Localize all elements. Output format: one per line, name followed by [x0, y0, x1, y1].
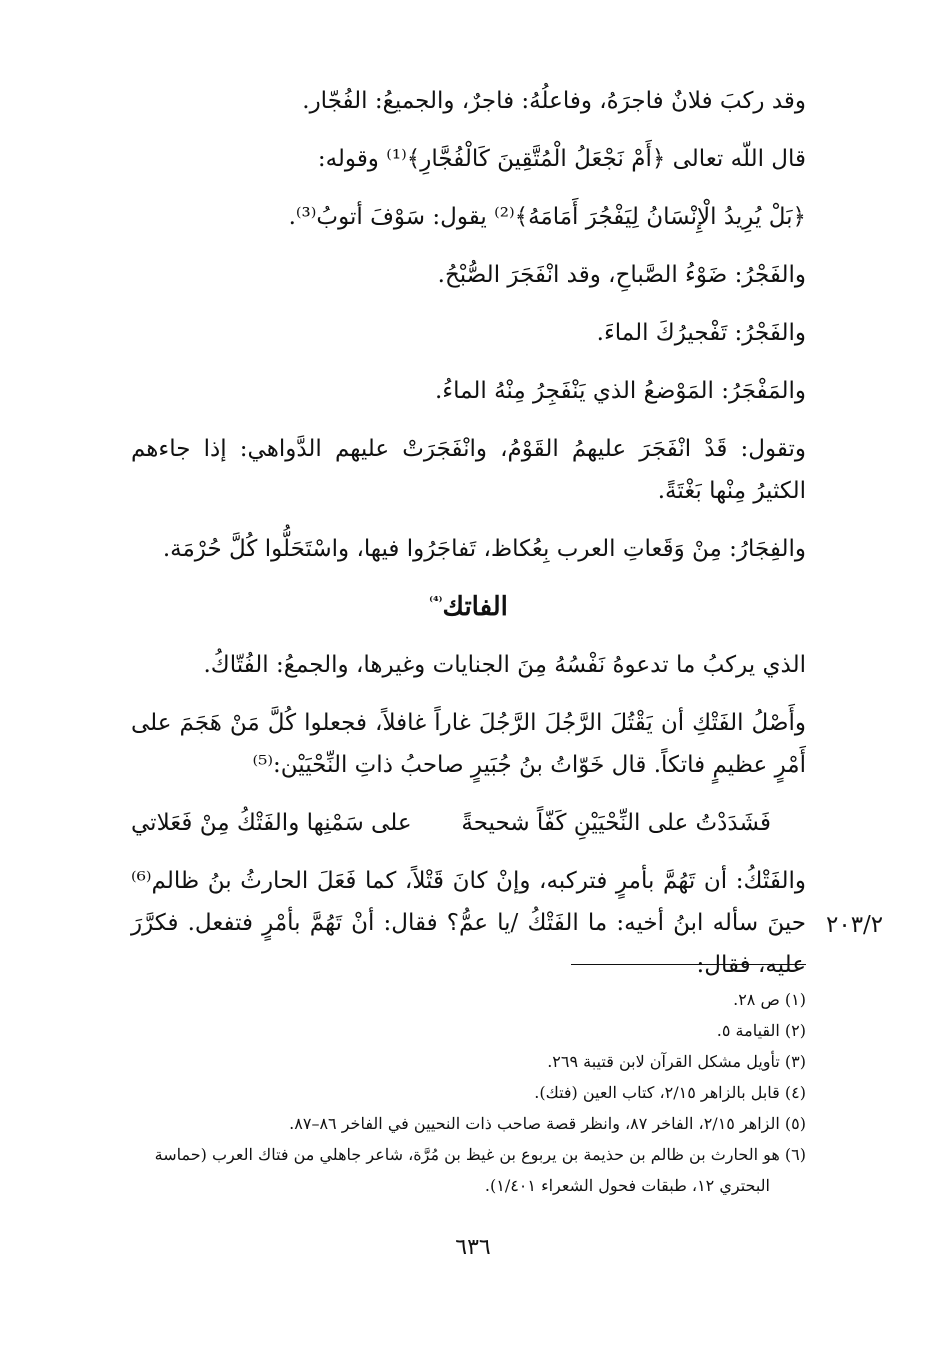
footnote: (٦) هو الحارث بن ظالم بن حذيمة بن يربوع بن غيظ بن مُرَّة، شاعر جاهلي من فتاك العرب (حماسة	[154, 1145, 806, 1164]
paragraph: وتقول: قَدْ انْفَجَرَ عليهمُ القَوْمُ، وانْفَجَرَتْ عليهم الدَّواهي: إذا جاءهم الكثيرُ مِنْها بَغْتَةً.	[131, 436, 806, 504]
footnote: (٤) قابل بالزاهر ٢/١٥، كتاب العين (فتك).	[534, 1083, 806, 1102]
verse-second-hemistich: على سَمْنِها والفَتْكُ مِنْ فَعَلاتي	[131, 810, 412, 836]
poetry-verse	[131, 794, 806, 852]
footnotes	[71, 984, 806, 1201]
heading-footnote-ref: ⁽⁴⁾	[429, 594, 443, 610]
footnote: (٥) الزاهر ٢/١٥، الفاخر ٨٧، وانظر قصة صاحب ذات النحيين في الفاخر ٨٦–٨٧.	[289, 1114, 806, 1133]
verse-first-hemistich: فَشَدَدْتُ على النِّحْيَيْنِ كَفّاً شحيحةً	[461, 810, 771, 836]
paragraph: الذي يركبُ ما تدعوهُ نَفْسُهُ مِنَ الجنايات وغيرها، والجمعُ: الفُتّاكُ.	[203, 652, 806, 678]
footnote-divider	[571, 964, 806, 965]
section-heading	[131, 578, 806, 636]
margin-reference: ٢٠٣/٢	[826, 912, 884, 938]
main-text	[131, 72, 806, 986]
heading-text: الفاتك	[442, 592, 508, 622]
paragraph: والفَجْرُ: تَفْجيرُكَ الماءَ.	[596, 320, 806, 346]
footnote: (١) ص ٢٨.	[733, 990, 806, 1009]
paragraph: والمَفْجَرُ: المَوْضعُ الذي يَنْفَجِرُ مِنْهُ الماءُ.	[434, 378, 806, 404]
paragraph: وقد ركبَ فلانٌ فاجرَهُ، وفاعلُهُ: فاجرٌ، والجميعُ: الفُجّار.	[302, 88, 806, 114]
paragraph: ﴿بَلْ يُرِيدُ الْإِنْسَانُ لِيَفْجُرَ أَمَامَهُ﴾⁽²⁾ يقول: سَوْفَ أتوبُ⁽³⁾.	[288, 204, 806, 230]
footnote: (٣) تأويل مشكل القرآن لابن قتيبة ٢٦٩.	[547, 1052, 806, 1071]
paragraph: والفِجَارُ: مِنْ وَقَعاتِ العرب بِعُكاظ، تَفاجَرُوا فيها، واسْتَحَلُّوا كُلَّ حُرْمَة.	[162, 536, 806, 562]
footnote-continuation: البحتري ١٢، طبقات فحول الشعراء ١/٤٠١).	[484, 1176, 770, 1195]
paragraph: وأَصْلُ الفَتْكِ أن يَقْتُلَ الرَّجُلَ الرَّجُلَ غاراً غافلاً، فجعلوا كُلَّ مَنْ هَجَمَ على أَمْرٍ عظيمٍ فاتكاً. قال خَوّاتُ بنُ جُبَيرٍ صاحبُ ذاتِ النِّحْيَيْن:⁽⁵⁾	[131, 710, 806, 778]
footnote: (٢) القيامة ٥.	[716, 1021, 806, 1040]
paragraph: والفَجْرُ: ضَوْءُ الصَّباحِ، وقد انْفَجَرَ الصُّبْحُ.	[437, 262, 806, 288]
page-number: ٦٣٦	[455, 1235, 491, 1260]
paragraph: والفَتْكُ: أن تَهُمَّ بأمرٍ فتركبه، وإنْ كانَ قَتْلاً، كما فَعَلَ الحارثُ بنُ ظالم⁽⁶⁾ حينَ سأله ابنُ أخيه: ما الفَتْكُ /يا عمُّ؟ فقال: أنْ تَهُمَّ بأمْرٍ فتفعل. فكرَّرَ عليه، فقال:	[131, 868, 806, 978]
paragraph: قال اللّه تعالى ﴿أَمْ نَجْعَلُ الْمُتَّقِينَ كَالْفُجَّارِ﴾⁽¹⁾ وقوله:	[317, 146, 806, 172]
